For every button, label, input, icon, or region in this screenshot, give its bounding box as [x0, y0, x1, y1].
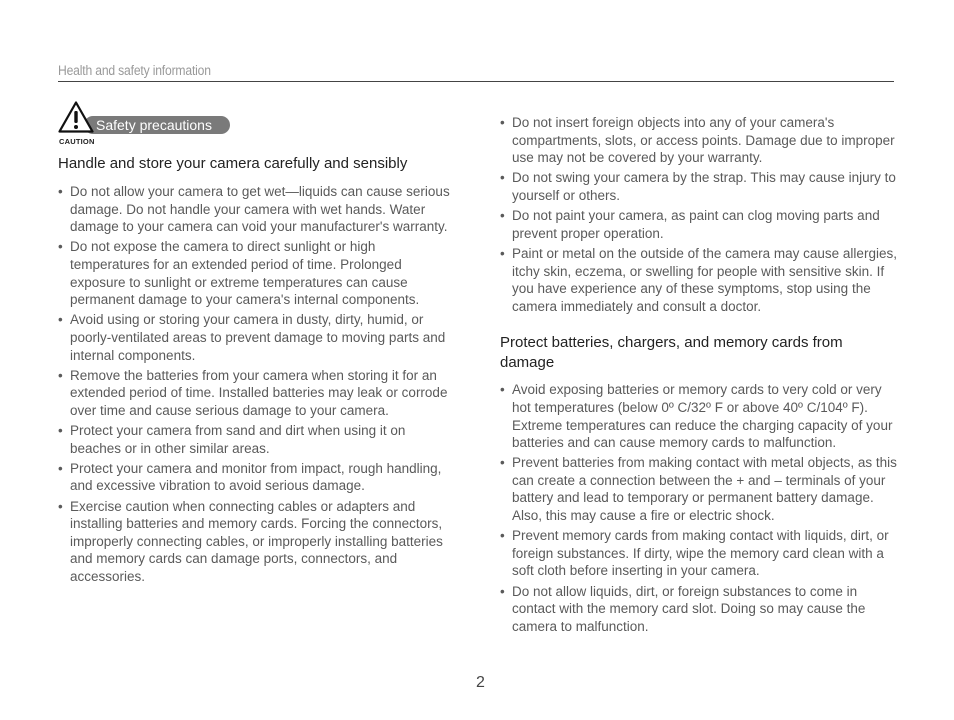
list-item: • Exercise caution when connecting cables or adapters and installing batteries and memory cards. Forcing the connectors, improperly connecting cables, or improperly installing batteries and memory cards can damage ports, connectors, and accessories. — [58, 498, 458, 586]
list-item: • Avoid using or storing your camera in dusty, dirty, humid, or poorly-ventilated areas to prevent damage to moving parts and internal components. — [58, 311, 458, 364]
list-item: • Protect your camera and monitor from impact, rough handling, and excessive vibration to avoid serious damage. — [58, 460, 458, 495]
list-item: • Do not expose the camera to direct sunlight or high temperatures for an extended period of time. Prolonged exposure to sunlight or extreme temperatures can cause permanent damage to your camera's internal components. — [58, 238, 458, 308]
list-item: • Do not paint your camera, as paint can clog moving parts and prevent proper operation. — [500, 207, 900, 242]
list-item: • Remove the batteries from your camera when storing it for an extended period of time. Installed batteries may leak or corrode over time and cause serious damage to your camera. — [58, 367, 458, 420]
list-item: • Do not allow liquids, dirt, or foreign substances to come in contact with the memory card slot. Doing so may cause the camera to malfunction. — [500, 583, 900, 636]
page-number: 2 — [476, 674, 485, 691]
section-heading-protect-batteries: Protect batteries, chargers, and memory cards from damage — [500, 334, 843, 372]
list-item: • Do not allow your camera to get wet—liquids can cause serious damage. Do not handle your camera with wet hands. Water damage to your camera can void your manufacturer's warranty. — [58, 183, 458, 236]
list-item: • Prevent memory cards from making contact with liquids, dirt, or foreign substances. If dirty, wipe the memory card clean with a soft cloth before inserting in your camera. — [500, 527, 900, 580]
list-item: • Paint or metal on the outside of the camera may cause allergies, itchy skin, eczema, or swelling for people with sensitive skin. If you have experience any of these symptoms, stop using the camera immediately and consult a doctor. — [500, 245, 900, 315]
header-title: Health and safety information — [58, 63, 211, 78]
section-heading-handle-camera: Handle and store your camera carefully and sensibly — [58, 155, 408, 172]
left-column — [58, 154, 458, 588]
page-header — [58, 62, 894, 82]
safety-precautions-badge: Safety precautions — [84, 116, 230, 134]
list-item: • Prevent batteries from making contact with metal objects, as this can create a connection between the + and – terminals of your battery and lead to temporary or permanent battery damage. Also, this may cause a fire or electric shock. — [500, 454, 900, 524]
list-item: • Do not insert foreign objects into any of your camera's compartments, slots, or access points. Damage due to improper use may not be covered by your warranty. — [500, 114, 900, 167]
caution-label: CAUTION — [59, 137, 95, 146]
handle-camera-list — [58, 183, 458, 586]
protect-batteries-list — [500, 381, 900, 635]
warning-triangle-icon — [58, 101, 94, 133]
list-item: • Avoid exposing batteries or memory cards to very cold or very hot temperatures (below 0º C/32º F or above 40º C/104º F). Extreme temperatures can reduce the charging capacity of your batteries and can cause memory cards to malfunction. — [500, 381, 900, 451]
list-item: • Do not swing your camera by the strap. This may cause injury to yourself or others. — [500, 169, 900, 204]
list-item: • Protect your camera from sand and dirt when using it on beaches or in other similar areas. — [58, 422, 458, 457]
camera-care-list — [500, 114, 900, 315]
right-column — [500, 114, 900, 638]
